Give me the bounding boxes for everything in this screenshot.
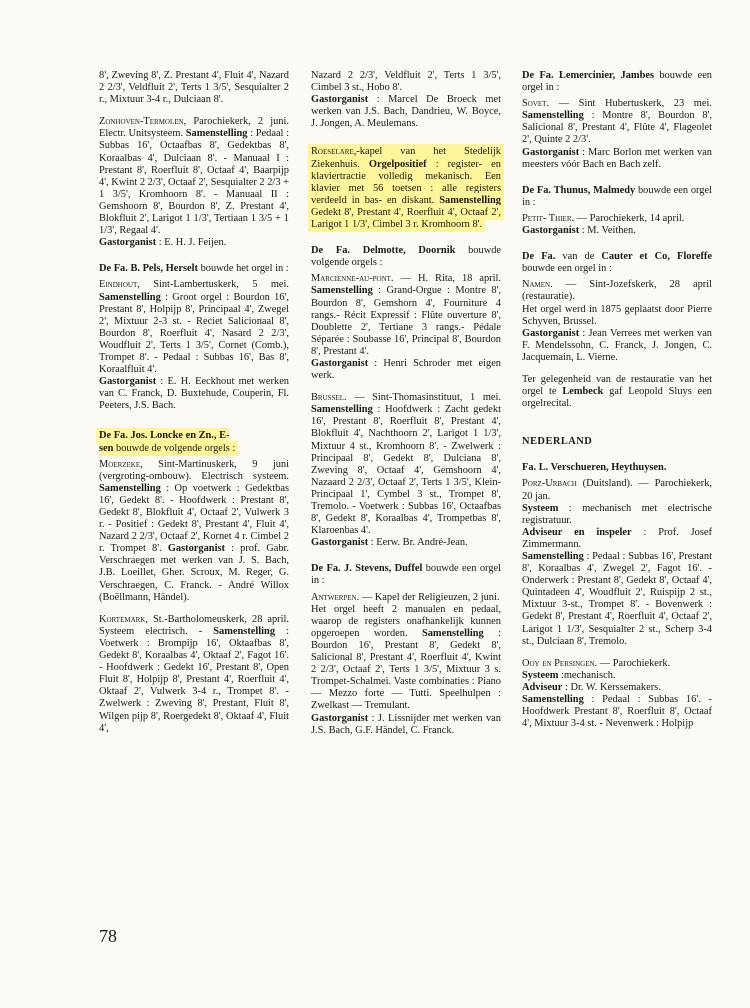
entry-text: : mechanisch met electrische registratuur. [522, 502, 712, 526]
organ-entry [311, 392, 501, 549]
entry-text: — H. Rita, 18 april. [393, 273, 501, 285]
builder-heading [522, 185, 712, 209]
label-bold: Samenstelling [522, 694, 584, 706]
place-name: Roeselare, [311, 146, 357, 158]
heading-bold: De Fa. Delmotte, Doornik [311, 245, 456, 257]
organ-entry [522, 213, 712, 237]
entry-text: : Bourdon 16', Prestant 8', Gedekt 8', Salicional 8', Prestant 4', Roerfluit 4', Kwint 2 2/3', Octaaf 2', Terts 1 3/5', Mixtuur 3 s. Trompet-Schalmei. Vaste combinaties : Piano — Mezzo forte — Tutti. Speelhulpen : Zwelkast — Tremulant. [311, 627, 501, 712]
label-bold: Samenstelling [522, 110, 584, 122]
organ-entry [99, 279, 289, 412]
entry-text: : Hoofdwerk : Zacht gedekt 16', Prestant 8', Roerfluit 8', Prestant 4', Blokfluit 4', Nachthoorn 2', Larigot 1 1/3', Mixtuur 4 st., Kromhoorn 8'. - Zwelwerk : Principaal 8', Gedekt 8', Dulciana 8', Zweving 8', Octaaf 4', Gemshoorn 4', Nazaard 2 2/3', Octaaf 2', Terts 1 3/5', Klein-Principaal 1', Cymbel 3 st., Trompet 8', Tremolo. - Voetwerk : Subbas 16', Octaafbas 8', Gedekt 8', Koraalbas 4', Trompetbas 8', Klaroenbas 4'. [311, 404, 501, 537]
place-name: Brussel. [311, 392, 347, 404]
entry-text: : Eerw. Br. André-Jean. [368, 537, 468, 549]
heading-bold: De Fa. Lemercinier, Jambes [522, 70, 655, 81]
entry-text: : Pedaal : Subbas 16', Octaafbas 8', Gedektbas 8', Koraalbas 4', Dulciaan 8'. - Manuaal I : Prestant 8', Roerfluit 8', Octaaf 4', Baarpijp 4', Kwint 2 2/3', Octaaf 2', Sesquialter 2 2/3 + 1 3/5', Kromhoorn 8'. - Manuaal II : Gemshoorn 8', Bourdon 8', Z. Prestant 4', Blokfluit 2', Larigot 1 1/3', Tertiaan 1 3/5 + 1 1/3', Regaal 4'. [99, 128, 290, 237]
entry-text: Gedekt 8', Prestant 4', Roerfluit 4', Octaaf 2', Larigot 1 1/3', Cimbel 3 r. Kromhoorn 8'. [311, 206, 501, 231]
place-name: Antwerpen. [311, 591, 360, 603]
entry-text: : Op voetwerk : Gedektbas 16', Gedekt 8'. - Hoofdwerk : Prestant 8', Gedekt 8', Blokfluit 4', Octaaf 2', Vulwerk 3 r. - Positief : Gedekt 8', Prestant 4', Fluit 4', Nazard 2 2/3', Octaaf 2', Kornet 4 r. Cimbel 2 r. Trompet 8'. [99, 482, 289, 555]
entry-text: gaf Leopold Sluys een orgelrecital. [522, 386, 712, 410]
entry-text: — Sint-Thomasinstituut, 1 mei. [346, 392, 501, 404]
heading-rest: bouwde de volgende orgels : [113, 442, 236, 454]
entry-text: : Groot orgel : Bourdon 16', Prestant 8', Holpijp 8', Principaal 4', Zwegel 2', Mixtuur 2-3 st. - Reciet Salicionaal 8', Bourdon 8', Roerfluit 4', Nasard 2 2/3', Woudfluit 2', Terts 1 3/5', Cornet (Comb.), Trompet 8'. - Pedaal : Subbas 16', Bas 8', Koraalfluit 4'. [99, 291, 289, 376]
entry-text: : Dr. W. Kerssemakers. [562, 681, 661, 693]
heading-bold: sen [99, 442, 114, 454]
label-bold: Gastorganist [99, 237, 157, 249]
entry-text: St.-Bartholomeuskerk, 28 april. Systeem electrisch. - [99, 613, 289, 637]
entry-text: — Sint-Jozefskerk, 28 april (restauratie). [522, 279, 712, 303]
section-heading: NEDERLAND [522, 436, 593, 448]
label-bold: Gastorganist [311, 537, 369, 549]
place-name: Porz-Urbach [522, 478, 577, 490]
column-1 [99, 70, 289, 745]
heading-bold: Cauter et Co, Floreffe [601, 251, 712, 263]
place-name: Kortemark, [99, 613, 148, 625]
label-bold: Samenstelling [213, 625, 276, 637]
builder-heading [522, 251, 712, 275]
organ-entry [99, 459, 289, 604]
organ-entry-highlighted [311, 146, 501, 231]
entry-text: Nazard 2 2/3', Veldfluit 2', Terts 1 3/5', Cimbel 3 st., Hobo 8'. [311, 70, 501, 94]
label-bold: Systeem [522, 669, 559, 681]
label-bold: Lembeck [562, 386, 604, 398]
entry-text: : Prof. Josef Zimmermann. [522, 526, 712, 550]
heading-bold: De Fa. Thunus, Malmedy [522, 184, 636, 196]
builder-heading [99, 263, 289, 275]
entry-text: — Kapel der Religieuzen, 2 juni. [359, 591, 500, 603]
entry-text: — Parochiekerk, 14 april. [574, 212, 685, 224]
column-2 [311, 70, 501, 747]
label-bold: Samenstelling [185, 128, 248, 140]
page-number: 78 [99, 926, 117, 946]
entry-text: : Henri Schroder met eigen werk. [311, 357, 501, 382]
builder-heading [522, 462, 712, 474]
heading-bold: De Fa. B. Pels, Herselt [99, 263, 198, 275]
entry-text: (Duitsland). — Parochiekerk, 20 jan. [522, 478, 712, 502]
entry-text: : prof. Gabr. Verschraegen met werken van J. S. Bach, J.B. Loeillet, Gher. Scroux, M. Reger, G. Verschraegen, C. Franck. - André Willox (Boëllmann, Händel). [99, 543, 289, 603]
paragraph [311, 70, 501, 130]
builder-heading-highlighted [99, 430, 289, 454]
label-bold: Adviseur [522, 681, 563, 693]
label-bold: Gastorganist [99, 376, 157, 388]
organ-entry [311, 273, 501, 382]
builder-heading [311, 245, 501, 269]
label-bold: Samenstelling [99, 291, 161, 303]
heading-rest: bouwde volgende orgels : [311, 245, 501, 269]
entry-text: : Montre 8', Bourdon 8', Salicional 8', Prestant 4', Flûte 4', Flageolet 2', Quinte 2 2/3'. [522, 110, 712, 146]
label-bold: Orgelpositief [368, 158, 427, 170]
heading-rest: bouwde het orgel in : [197, 263, 289, 275]
label-bold: Gastorganist [311, 94, 369, 106]
entry-text: : register- en klaviertractie volledig mekanisch. Een klavier met 56 toetsen : alle registers verdeeld in bas- en diskant. [311, 158, 501, 206]
heading-rest: bouwde een orgel in : [522, 184, 712, 208]
entry-text: : J. Lissnijder met werken van J.S. Bach, G.F. Händel, C. Franck. [311, 712, 501, 736]
place-name: Zonhoven-Termolen, [99, 116, 187, 128]
label-bold: Samenstelling [421, 627, 484, 639]
organ-entry [522, 658, 712, 731]
paragraph: 8', Zweving 8', Z. Prestant 4', Fluit 4', Nazard 2 2/3', Veldfluit 2', Terts 1 3/5', Sesquialter 2 r., Mixtuur 3-4 r., Dulciaan 8'. [99, 70, 289, 106]
heading-bold: Fa. L. Verschueren, Heythuysen. [522, 462, 667, 474]
entry-text: Sint-Martinuskerk, 9 juni (vergroting-ombouw). Electrisch systeem. [99, 458, 289, 482]
heading-bold: De Fa. [522, 251, 556, 263]
entry-text: — Sint Hubertuskerk, 23 mei. [549, 98, 712, 110]
place-name: Petit- Thier. [522, 212, 575, 224]
entry-text: Parochiekerk, 2 juni. Electr. Unitsysteem. [99, 116, 289, 140]
entry-text: :mechanisch. [558, 669, 616, 681]
label-bold: Samenstelling [99, 482, 161, 494]
place-name: Eindhout, [99, 279, 140, 291]
entry-text: -kapel van het Stedelijk Ziekenhuis. [311, 146, 501, 170]
heading-bold: De Fa. J. Stevens, Duffel [311, 563, 423, 575]
entry-text: : M. Veithen. [579, 225, 636, 237]
entry-text: Het orgel heeft 2 manualen en pedaal, waarop de registers onafhankelijk kunnen opgeroepen worden. [311, 603, 501, 639]
heading-rest: bouwde een orgel in : [522, 70, 713, 94]
paragraph [522, 374, 712, 410]
organ-entry [522, 98, 712, 171]
entry-text: : Voetwerk : Brompijp 16', Oktaafbas 8', Gedekt 8', Koraalbas 4', Oktaaf 2', Fagot 16'. - Hoofdwerk : Gedekt 16', Prestant 8', Open Fluit 8', Holpijp 8', Prestant 4', Roerfluit 4', Oktaaf 2', Vulwerk 3-4 r., Trompet 8'. - Zwelwerk : Zweving 8', Prestant, Fluit 8', Wilgen pijp 8', Roergedekt 8', Oktaaf 4', Fluit 4', [99, 625, 289, 734]
entry-text: : E. H. Eeckhout met werken van C. Franck, D. Buxtehude, Couperin, Fl. Peeters, J.S. Bach. [99, 376, 289, 412]
place-name: Sovet. [522, 98, 550, 110]
label-bold: Samenstelling [311, 285, 373, 297]
entry-text: : Grand-Orgue : Montre 8', Bourdon 8', Gemshorn 4', Fourniture 4 rangs.- Récit Expressif : Flûte ouverture 8', Doublette 2', Tertiane 3 rangs.- Pédale Séparée : Soubasse 16', Principal 8', Bourdon 8', Prestant 4'. [311, 285, 501, 357]
place-name: Moerzeke, [99, 458, 143, 470]
place-name: Ooy en Persingen. [522, 657, 598, 669]
entry-text: : Jean Verrees met werken van F. Mendelssohn, C. Franck, J. Jongen, C. Jacquemain, L. Vierne. [522, 327, 712, 363]
label-bold: Gastorganist [311, 357, 369, 369]
entry-text: Ter gelegenheid van de restauratie van het orgel te [522, 373, 712, 398]
entry-text: : Marc Borlon met werken van meesters vóór Bach en Bach zelf. [522, 146, 712, 170]
label-bold: Samenstelling [522, 551, 584, 562]
entry-text: Sint-Lambertuskerk, 5 mei. [139, 279, 289, 291]
label-bold: Adviseur en inspeler [522, 526, 632, 538]
heading-bold: De Fa. Jos. Loncke en Zn., E- [99, 430, 230, 442]
highlight [308, 144, 504, 232]
place-name: Marcienne-au-pont. [311, 273, 394, 285]
organ-entry [522, 478, 712, 647]
heading-rest: bouwde een orgel in : [311, 563, 501, 587]
organ-entry [311, 592, 501, 737]
label-bold: Gastorganist [167, 543, 225, 555]
place-name: Namen. [522, 279, 553, 291]
organ-entry [99, 116, 289, 249]
label-bold: Samenstelling [311, 404, 373, 416]
label-bold: Systeem [522, 502, 559, 514]
entry-text: : Marcel De Broeck met werken van J.S. Bach, Dandrieu, W. Boyce, J. Jongen, A. Meulemans. [311, 94, 501, 130]
heading-rest: bouwde een orgel in : [522, 263, 612, 275]
label-bold: Gastorganist [522, 327, 580, 339]
entry-text: : Pedaal : Subbas 16'. - Hoofdwerk Prestant 8', Roerfluit 8', Octaaf 4', Mixtuur 3-4 st. - Nevenwerk : Holpijp [522, 694, 712, 730]
builder-heading [522, 70, 712, 94]
label-bold: Gastorganist [311, 712, 369, 724]
entry-text: — Parochiekerk. [597, 657, 671, 669]
heading-rest: van de [555, 251, 602, 263]
label-bold: Gastorganist [522, 146, 580, 158]
organ-entry [522, 279, 712, 364]
label-bold: Gastorganist [522, 225, 580, 237]
organ-entry [99, 614, 289, 735]
label-bold: Samenstelling [439, 194, 501, 206]
builder-heading [311, 563, 501, 587]
highlight [96, 428, 238, 455]
column-3 [522, 70, 712, 740]
entry-text: : E. H. J. Feijen. [156, 237, 227, 249]
entry-text: : Pedaal : Subbas 16', Prestant 8', Koraalbas 4', Zwegel 2', Fagot 16'. - Onderwerk : Prestant 8', Gedekt 8', Octaaf 4', Quintadeen 4', Woudfluit 2', Ruispijp 2 st., Mixtuur 3-st., Trompet 8'. - Bovenwerk : Gedekt 8', Prestant 4', Roerfluit 4', Octaaf 2', Larigot 1 1/3', Sesquialter 2 st., Scherp 3-4 st., Dulciaan 8', Tremolo. [522, 551, 712, 647]
entry-text: Het orgel werd in 1875 geplaatst door Pierre Schyven, Brussel. [522, 303, 712, 327]
